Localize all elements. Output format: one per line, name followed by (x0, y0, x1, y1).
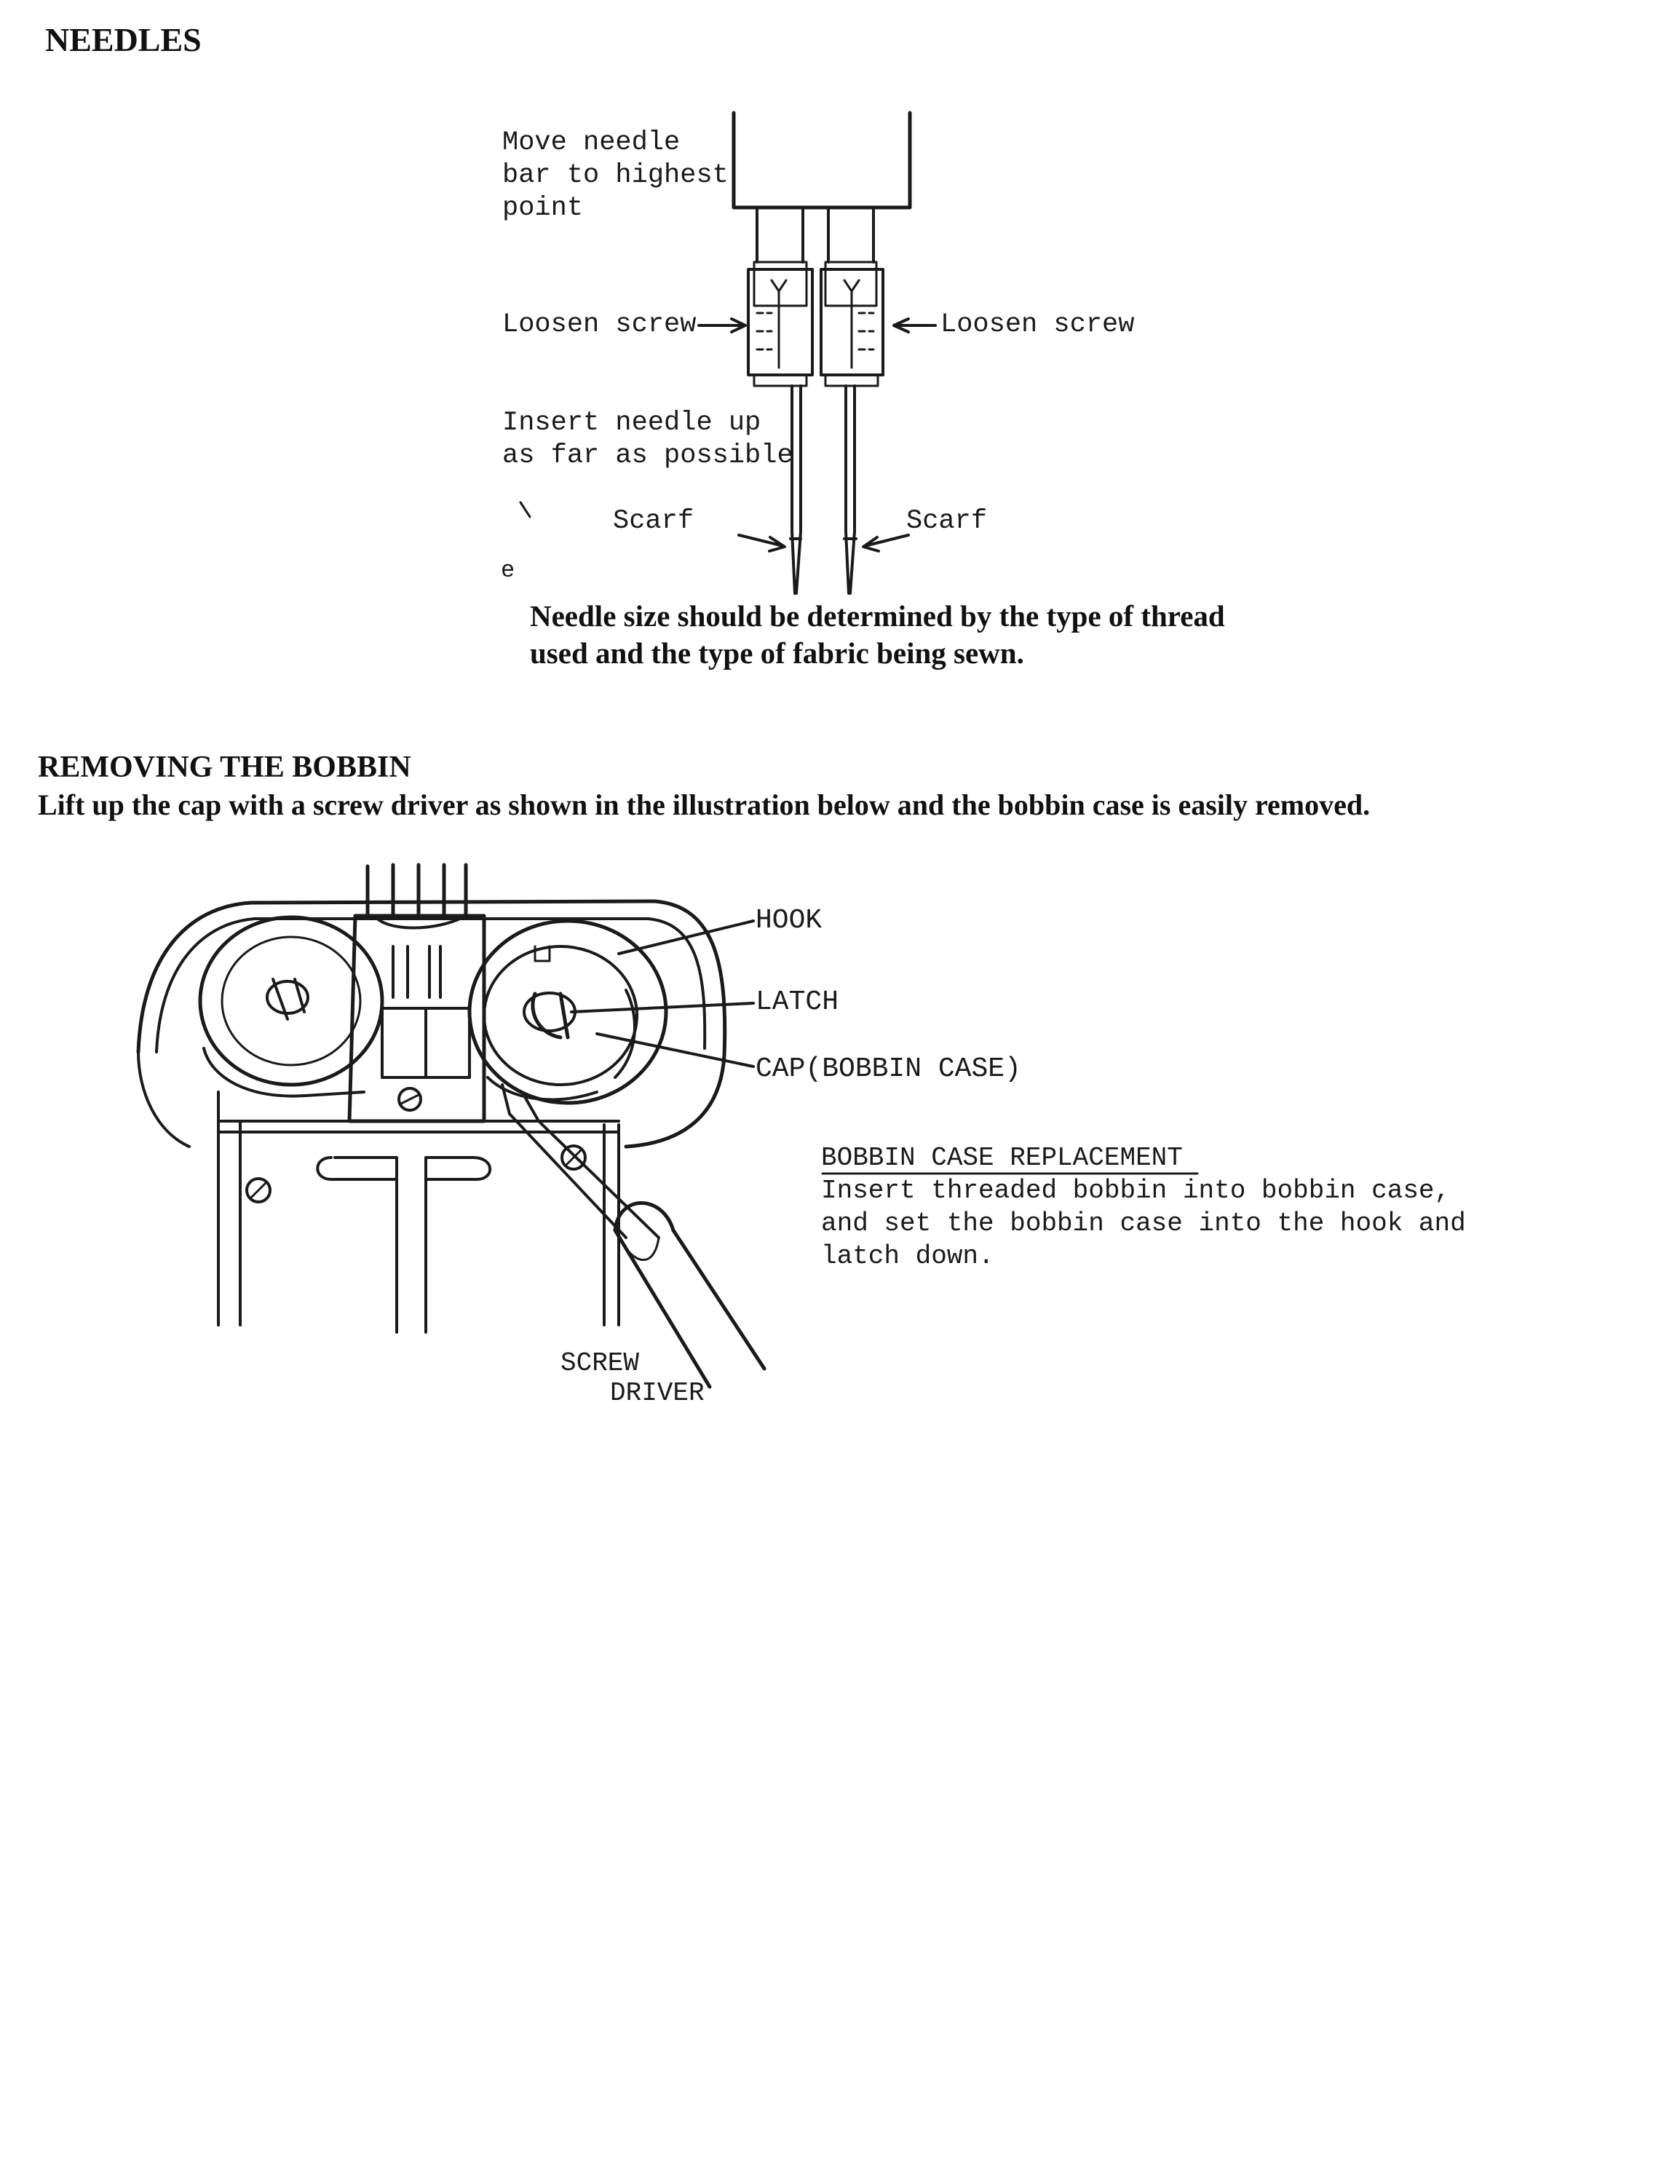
replacement-line-1: Insert threaded bobbin into bobbin case, (821, 1176, 1451, 1206)
label-latch: LATCH (756, 986, 839, 1018)
label-move-needle-1: Move needle (502, 127, 681, 158)
label-loosen-screw-right: Loosen screw (940, 309, 1135, 340)
stray-mark: e (501, 557, 515, 584)
label-cap-bobbin-case: CAP(BOBBIN CASE) (756, 1053, 1021, 1085)
replacement-line-3: latch down. (821, 1241, 994, 1271)
label-screw: SCREW (560, 1348, 640, 1378)
cap-leader (597, 1034, 753, 1067)
label-move-needle-3: point (502, 193, 584, 223)
replacement-line-2: and set the bobbin case into the hook and (821, 1208, 1466, 1238)
label-scarf-right: Scarf (906, 506, 988, 537)
needles-heading: NEEDLES (45, 21, 202, 58)
label-driver: DRIVER (610, 1378, 705, 1408)
label-scarf-left: Scarf (613, 506, 694, 537)
label-loosen-screw-left: Loosen screw (502, 309, 697, 340)
bobbin-instruction: Lift up the cap with a screw driver as shown in the illustration below and the bobbin case is easily removed. (38, 788, 1371, 821)
hook-leader (619, 921, 753, 954)
needle-size-note-1: Needle size should be determined by the type of thread (530, 599, 1225, 633)
bobbin-heading: REMOVING THE BOBBIN (38, 751, 411, 784)
needle-size-note-2: used and the type of fabric being sewn. (530, 636, 1024, 670)
label-insert-needle-1: Insert needle up (502, 408, 761, 438)
label-hook: HOOK (756, 905, 823, 936)
screwdriver (502, 1085, 764, 1387)
slide-plate (218, 1121, 619, 1332)
replacement-title: BOBBIN CASE REPLACEMENT (821, 1143, 1183, 1173)
label-insert-needle-2: as far as possible (502, 440, 793, 471)
label-move-needle-2: bar to highest (502, 160, 729, 191)
